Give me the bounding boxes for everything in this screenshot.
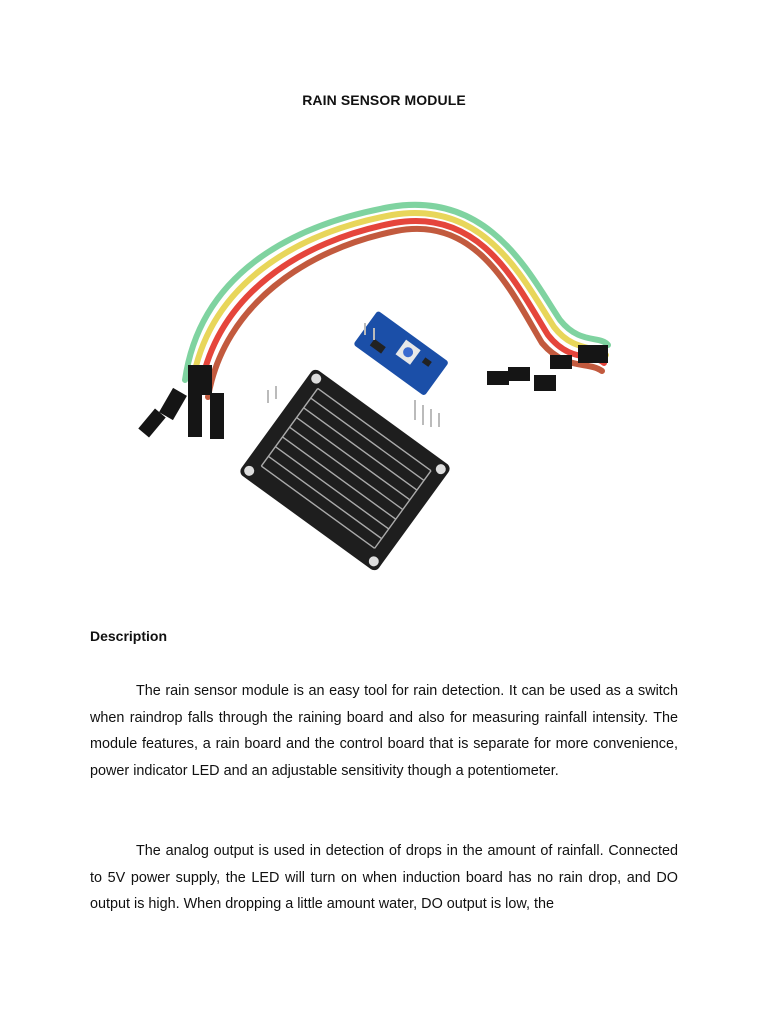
section-heading: Description <box>90 628 168 644</box>
rain-board <box>238 367 452 572</box>
control-board <box>353 310 449 396</box>
page-title: RAIN SENSOR MODULE <box>302 92 466 108</box>
paragraph: The rain sensor module is an easy tool for rain detection. It can be used as a switch when raindrop falls through the raining board and also for measuring rainfall intensity. The module features, a rain board and the control board that is separate for more convenience, power indicator LED and an adjustable sensitivity though a potentiometer. <box>90 683 678 779</box>
rain-sensor-module-photo <box>130 195 630 575</box>
paragraph: The analog output is used in detection of drops in the amount of rainfall. Connected to 5V power supply, the LED will turn on when induction board has no rain drop, and DO output is high. When dropping a little amount water, DO output is low, the <box>90 843 678 913</box>
left-connectors <box>138 365 224 439</box>
rain-board-pins <box>268 386 276 403</box>
